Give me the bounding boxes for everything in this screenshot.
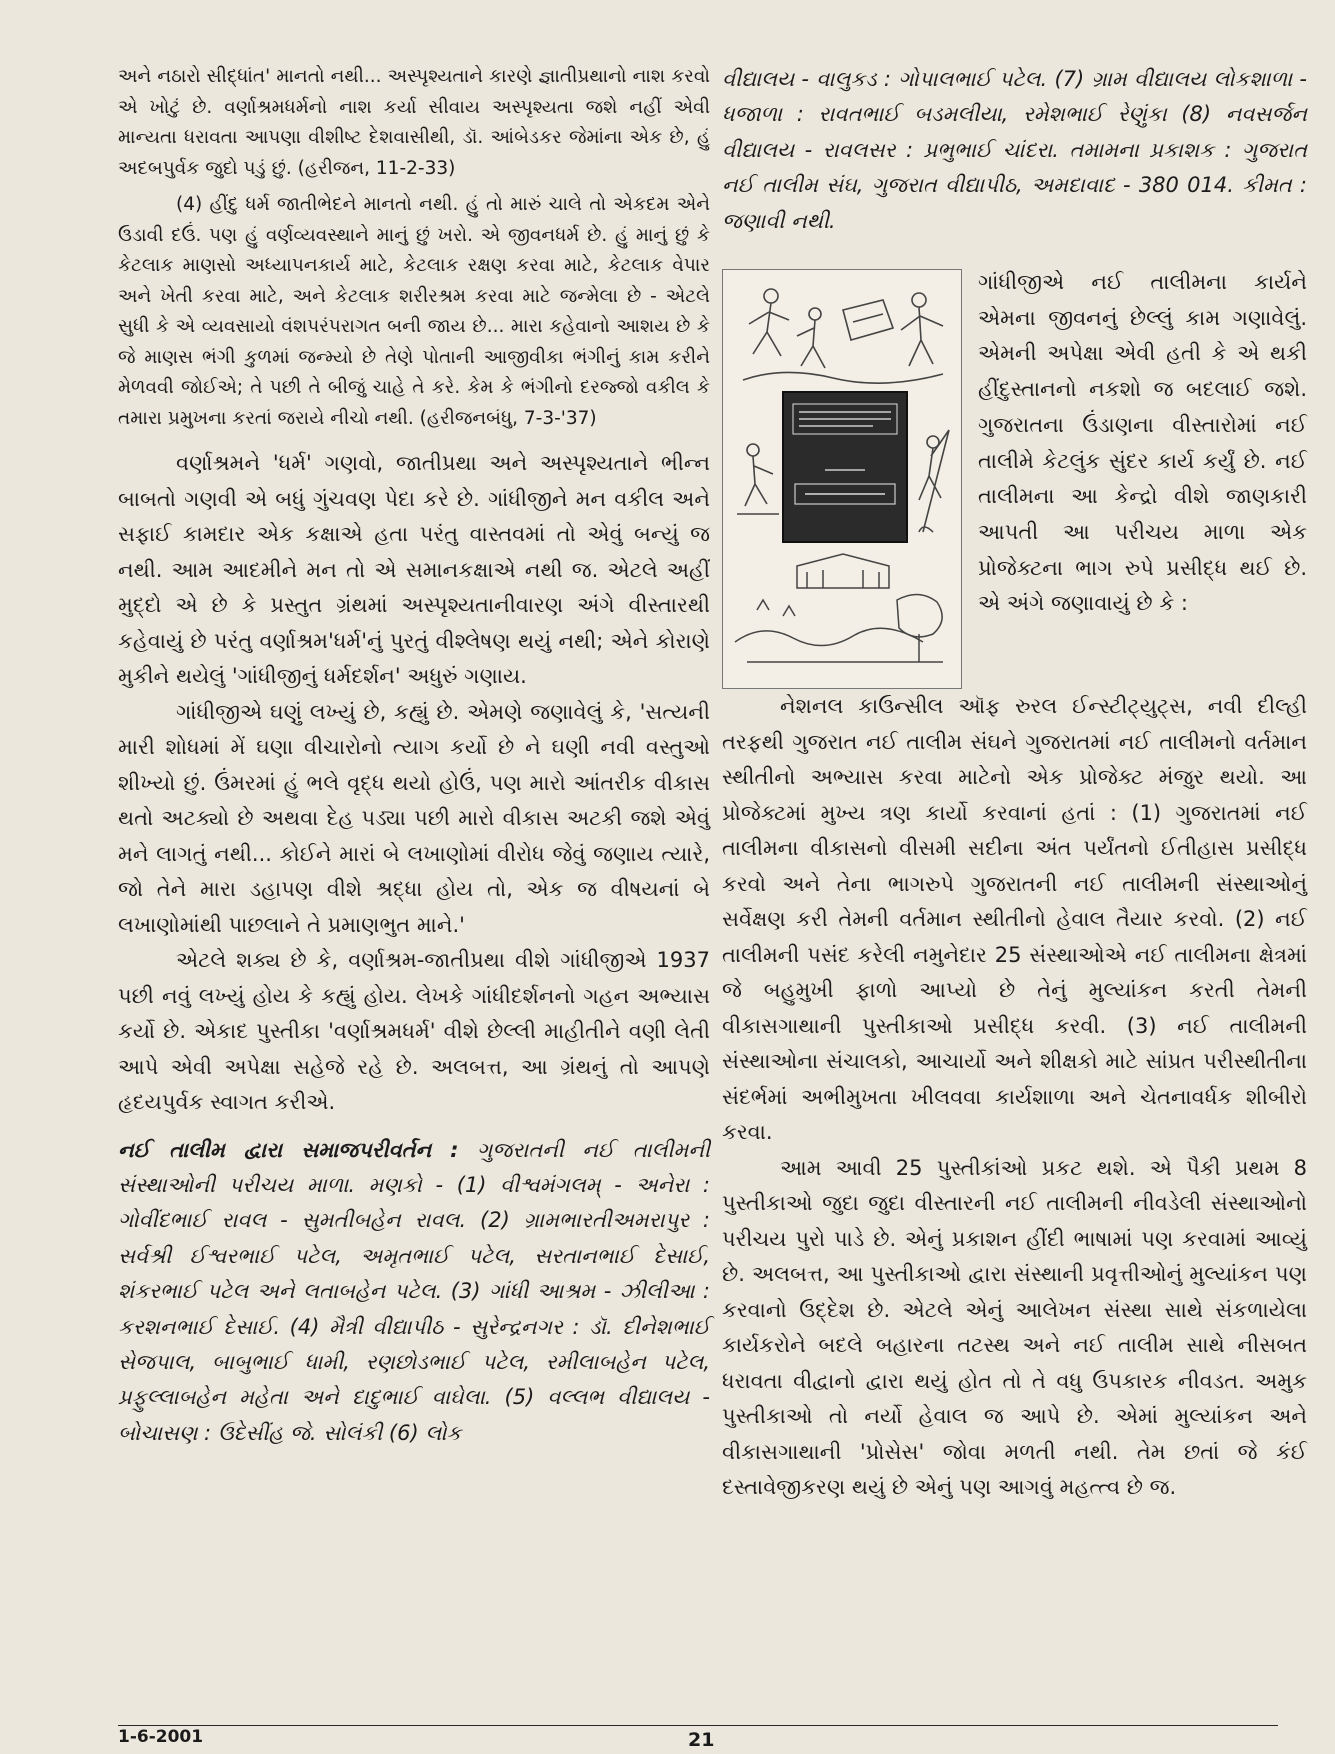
figure-side-text	[978, 265, 1307, 689]
quote-paragraph-2: (4) હીંદુ ધર્મ જાતીભેદને માનતો નથી. હું તો મારું ચાલે તો એકદમ એને ઉડાવી દઉં. પણ હું વર્ણવ્યવસ્થાને માનું છું ખરો. એ જીવનધર્મ છે. હું માનું છું કે કેટલાક માણસો અધ્યાપનકાર્ય માટે, કેટલાક રક્ષણ કરવા માટે, કેટલાક વેપાર અને ખેતી કરવા માટે, અને કેટલાક શરીરશ્રમ કરવા માટે જન્મેલા છે - એટલે સુધી કે એ વ્યવસાયો વંશપરંપરાગત બની જાય છે... મારા કહેવાનો આશય છે કે જે માણસ ભંગી કુળમાં જન્મ્યો છે તેણે પોતાની આજીવીકા ભંગીનું કામ કરીને મેળવવી જોઈએ; તે પછી તે બીજું ચાહે તે કરે. કેમ કે ભંગીનો દરજ્જો વકીલ કે તમારા પ્રમુખના કરતાં જરાયે નીચો નથી. (હરીજનબંધુ, 7-3-'37)	[118, 194, 710, 429]
book-review-continued: વીદ્યાલય - વાલુકડ : ગોપાલભાઈ પટેલ. (7) ગ્રામ વીદ્યાલય લોકશાળા - ધજાળા : રાવતભાઈ બડમલીયા, રમેશભાઈ રેણુંકા (8) નવસર્જન વીદ્યાલય - રાવલસર : પ્રભુભાઈ ચાંદરા. તમામના પ્રકાશક : ગુજરાત નઈ તાલીમ સંઘ, ગુજરાત વીદ્યાપીઠ, અમદાવાદ - 380 014. કીમત : જણાવી નથી.	[722, 67, 1307, 233]
quote-paragraph-1: અને નઠારો સીદ્ધાંત' માનતો નથી... અસ્પૃશ્યતાને કારણે જ્ઞાતીપ્રથાનો નાશ કરવો એ ખોટું છે. વર્ણાશ્રમધર્મનો નાશ કર્યા સીવાય અસ્પૃશ્યતા જશે નહીં એવી માન્યતા ધરાવતા આપણા વીશીષ્ટ દેશવાસીથી, ડૉ. આંબેડકર જેમાંના એક છે, હું અદબપુર્વક જુદો પડું છું. (હરીજન, 11-2-33)	[118, 66, 710, 179]
body-paragraph-3: એટલે શક્ય છે કે, વર્ણાશ્રમ-જાતીપ્રથા વીશે ગાંધીજીએ 1937 પછી નવું લખ્યું હોય કે કહ્યું હોય. લેખકે ગાંધીદર્શનનો ગહન અભ્યાસ કર્યો છે. એકાદ પુસ્તીકા 'વર્ણાશ્રમધર્મ' વીશે છેલ્લી માહીતીને વણી લેતી આપે એવી અપેક્ષા સહેજે રહે છે. અલબત્ત, આ ગ્રંથનું તો આપણે હૃદયપુર્વક સ્વાગત કરીએ.	[118, 948, 710, 1114]
right-column	[722, 62, 1307, 1506]
book-cover-illustration	[723, 270, 961, 688]
body-paragraph-1: વર્ણાશ્રમને 'ધર્મ' ગણવો, જાતીપ્રથા અને અસ્પૃશ્યતાને ભીન્ન બાબતો ગણવી એ બધું ગુંચવણ પેદા કરે છે. ગાંધીજીને મન વકીલ અને સફાઈ કામદાર એક કક્ષાએ હતા પરંતુ વાસ્તવમાં તો એવું બન્યું જ નથી. આમ આદમીને મન તો એ સમાનકક્ષાએ નથી જ. એટલે અહીં મુદ્દો એ છે કે પ્રસ્તુત ગ્રંથમાં અસ્પૃશ્યતાનીવારણ અંગે વીસ્તારથી કહેવાયું છે પરંતુ વર્ણાશ્રમ'ધર્મ'નું પુરતું વીશ્લેષણ થયું નથી; એને કોરાણે મુકીને થયેલું 'ગાંધીજીનું ધર્મદર્શન' અધુરું ગણાય.	[118, 451, 710, 688]
book-review-details: ગુજરાતની નઈ તાલીમની સંસ્થાઓની પરીચય માળા. મણકો - (1) વીશ્વમંગલમ્ - અનેરા : ગોવીંદભાઈ રાવલ - સુમતીબહેન રાવલ. (2) ગ્રામભારતીઅમરાપુર : સર્વશ્રી ઈશ્વરભાઈ પટેલ, અમૃતભાઈ પટેલ, સરતાનભાઈ દેસાઈ, શંકરભાઈ પટેલ અને લતાબહેન પટેલ. (3) ગાંધી આશ્રમ - ઝીલીઆ : કરશનભાઈ દેસાઈ. (4) મૈત્રી વીદ્યાપીઠ - સુરેન્દ્રનગર : ડૉ. દીનેશભાઈ સેજપાલ, બાબુભાઈ ધામી, રણછોડભાઈ પટેલ, રમીલાબહેન પટેલ, પ્રફુલ્લાબહેન મહેતા અને દાદુભાઈ વાઘેલા. (5) વલ્લભ વીદ્યાલય - બોચાસણ : ઉદેસીંહ જે. સોલંકી (6) લોક	[118, 1137, 711, 1445]
book-review-title: નઈ તાલીમ દ્વારા સમાજપરીવર્તન :	[118, 1137, 459, 1162]
page-number: 21	[688, 1729, 715, 1751]
figure-side-paragraph: ગાંધીજીએ નઈ તાલીમના કાર્યને એમના જીવનનું છેલ્લું કામ ગણાવેલું. એમની અપેક્ષા એવી હતી કે એ થકી હીંદુસ્તાનનો નકશો જ બદલાઈ જશે. ગુજરાતના ઉંડાણના વીસ્તારોમાં નઈ તાલીમે કેટલુંક સુંદર કાર્ય કર્યું છે. નઈ તાલીમના આ કેન્દ્રો વીશે જાણકારી આપતી આ પરીચય માળા એક પ્રોજેક્ટના ભાગ રુપે પ્રસીદ્ધ થઈ છે. એ અંગે જણાવાયું છે કે :	[978, 270, 1307, 616]
project-paragraph: નેશનલ કાઉન્સીલ ઑફ રુરલ ઈન્સ્ટીટ્યુટ્સ, નવી દીલ્હી તરફથી ગુજરાત નઈ તાલીમ સંઘને ગુજરાતમાં નઈ તાલીમનો વર્તમાન સ્થીતીનો અભ્યાસ કરવા માટેનો એક પ્રોજેક્ટ મંજુર થયો. આ પ્રોજેક્ટમાં મુખ્ય ત્રણ કાર્યો કરવાનાં હતાં : (1) ગુજરાતમાં નઈ તાલીમના વીકાસનો વીસમી સદીના અંત પર્યંતનો ઈતીહાસ પ્રસીદ્ધ કરવો અને તેના ભાગરુપે ગુજરાતની નઈ તાલીમની સંસ્થાઓનું સર્વેક્ષણ કરી તેમની વર્તમાન સ્થીતીનો હેવાલ તૈયાર કરવો. (2) નઈ તાલીમની પસંદ કરેલી નમુનેદાર 25 સંસ્થાઓએ નઈ તાલીમના ક્ષેત્રમાં જે બહુમુખી ફાળો આપ્યો છે તેનું મુલ્યાંકન કરતી તેમની વીકાસગાથાની પુસ્તીકાઓ પ્રસીદ્ધ કરવી. (3) નઈ તાલીમની સંસ્થાઓના સંચાલકો, આચાર્યો અને શીક્ષકો માટે સાંપ્રત પરીસ્થીતીના સંદર્ભમાં અભીમુખતા ખીલવવા કાર્યશાળા અને ચેતનાવર્ધક શીબીરો કરવા.	[722, 694, 1307, 1145]
book-cover-figure	[722, 269, 962, 689]
body-paragraph-2: ગાંધીજીએ ઘણું લખ્યું છે, કહ્યું છે. એમણે જણાવેલું કે, 'સત્યની મારી શોધમાં મેં ઘણા વીચારોનો ત્યાગ કર્યો છે ને ઘણી નવી વસ્તુઓ શીખ્યો છું. ઉંમરમાં હું ભલે વૃદ્ધ થયો હોઉં, પણ મારો આંતરીક વીકાસ થતો અટક્યો છે અથવા દેહ પડ્યા પછી મારો વીકાસ અટકી જશે એવું મને લાગતું નથી... કોઈને મારાં બે લખાણોમાં વીરોધ જેવું જણાય ત્યારે, જો તેને મારા ડહાપણ વીશે શ્રદ્ધા હોય તો, એક જ વીષયનાં બે લખાણોમાંથી પાછલાને તે પ્રમાણભુત માને.'	[118, 699, 710, 937]
book-review-entry	[118, 1133, 710, 1452]
footer-rule	[118, 1725, 1278, 1726]
left-column	[118, 62, 710, 1451]
figure-row	[722, 265, 1307, 689]
booklets-paragraph: આમ આવી 25 પુસ્તીકાંઓ પ્રકટ થશે. એ પૈકી પ્રથમ 8 પુસ્તીકાઓ જુદા જુદા વીસ્તારની નઈ તાલીમની નીવડેલી સંસ્થાઓનો પરીચય પુરો પાડે છે. એનું પ્રકાશન હીંદી ભાષામાં પણ કરવામાં આવ્યું છે. અલબત્ત, આ પુસ્તીકાઓ દ્વારા સંસ્થાની પ્રવૃત્તીઓનું મુલ્યાંકન પણ કરવાનો ઉદ્દેશ છે. એટલે એનું આલેખન સંસ્થા સાથે સંકળાયેલા કાર્યકરોને બદલે બહારના તટસ્થ અને નઈ તાલીમ સાથે નીસબત ધરાવતા વીદ્વાનો દ્વારા થયું હોત તો તે વધુ ઉપકારક નીવડત. અમુક પુસ્તીકાઓ તો નર્યો હેવાલ જ આપે છે. એમાં મુલ્યાંકન અને વીકાસગાથાની 'પ્રોસેસ' જોવા મળતી નથી. તેમ છતાં જે કંઈ દસ્તાવેજીકરણ થયું છે એનું પણ આગવું મહત્ત્વ છે જ.	[722, 1155, 1307, 1500]
issue-date: 1-6-2001	[118, 1727, 204, 1747]
